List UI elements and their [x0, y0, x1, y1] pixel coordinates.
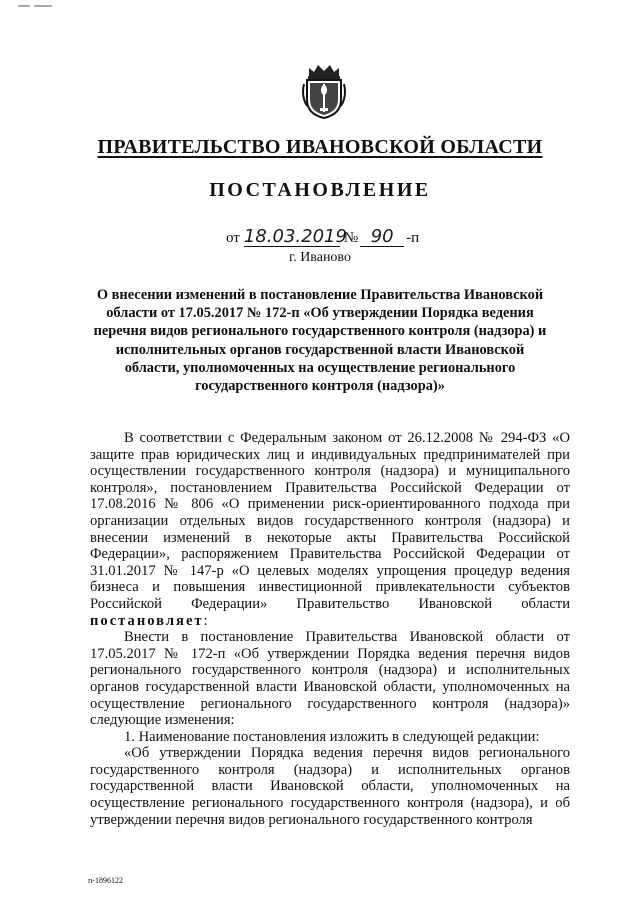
decree-colon: :: [203, 612, 208, 629]
ivanovo-coat-of-arms-icon: [301, 62, 347, 120]
number-suffix: -п: [406, 230, 420, 246]
paragraph-amendment: Внести в постановление Правительства Ивановской области от 17.05.2017 № 172-п «Об утверждении Порядка ведения перечня видов регионального государственного контроля (надзора) и исполнительных органов государственной власти Ивановской области, уполномоченных на осуществление регионального государственного контроля (надзора)» следующие изменения:: [90, 629, 570, 729]
handwritten-date: 18.03.2019: [243, 226, 347, 247]
paragraph-new-title: «Об утверждении Порядка ведения перечня видов регионального государственного контроля (надзора) и исполнительных органов государственной власти Ивановской области, уполномоченных на осуществление регионального государственного контроля (надзора), и об утверждении перечня видов регионального государственного контроля: [90, 745, 570, 828]
paragraph-item-1: 1. Наименование постановления изложить в следующей редакции:: [124, 728, 540, 745]
document-heading: О внесении изменений в постановление Правительства Ивановской области от 17.05.2017 № 172-п «Об утверждении Порядка ведения перечня видов регионального государственного контроля (надзора) и исполнительных органов государственной власти Ивановской области, уполномоченных на осуществление регионального государственного контроля (надзора)»: [93, 287, 547, 395]
document-number-line: [226, 228, 419, 247]
handwritten-number: 90: [360, 228, 404, 247]
paragraph-preamble: [90, 430, 570, 629]
scan-corner-mark: [18, 4, 52, 8]
number-sign: №: [343, 230, 359, 246]
city-label: г. Иваново: [289, 250, 351, 265]
preamble-text: В соответствии с Федеральным законом от 26.12.2008 № 294-ФЗ «О защите прав юридических лиц и индивидуальных предпринимателей при осуществлении государственного контроля (надзора) и муниципального контроля», постановлением Правительства Российской Федерации от 17.08.2016 № 806 «О применении риск-ориентированного подхода при организации отдельных видов государственного контроля (надзора) и внесении изменений в некоторые акты Правительства Российской Федерации», распоряжением Правительства Российской Федерации от 31.01.2017 № 147-р «О целевых моделях упрощения процедур ведения бизнеса и повышения инвестиционной привлекательности субъектов Российской Федерации» Правительство Ивановской области: [90, 430, 570, 612]
decree-word: постановляет: [90, 612, 204, 629]
document-type-title: ПОСТАНОВЛЕНИЕ: [209, 179, 431, 201]
document-body: [90, 430, 570, 828]
from-label: от: [226, 230, 240, 246]
footer-code: п-1896122: [88, 876, 123, 885]
government-title: ПРАВИТЕЛЬСТВО ИВАНОВСКОЙ ОБЛАСТИ: [97, 136, 543, 158]
